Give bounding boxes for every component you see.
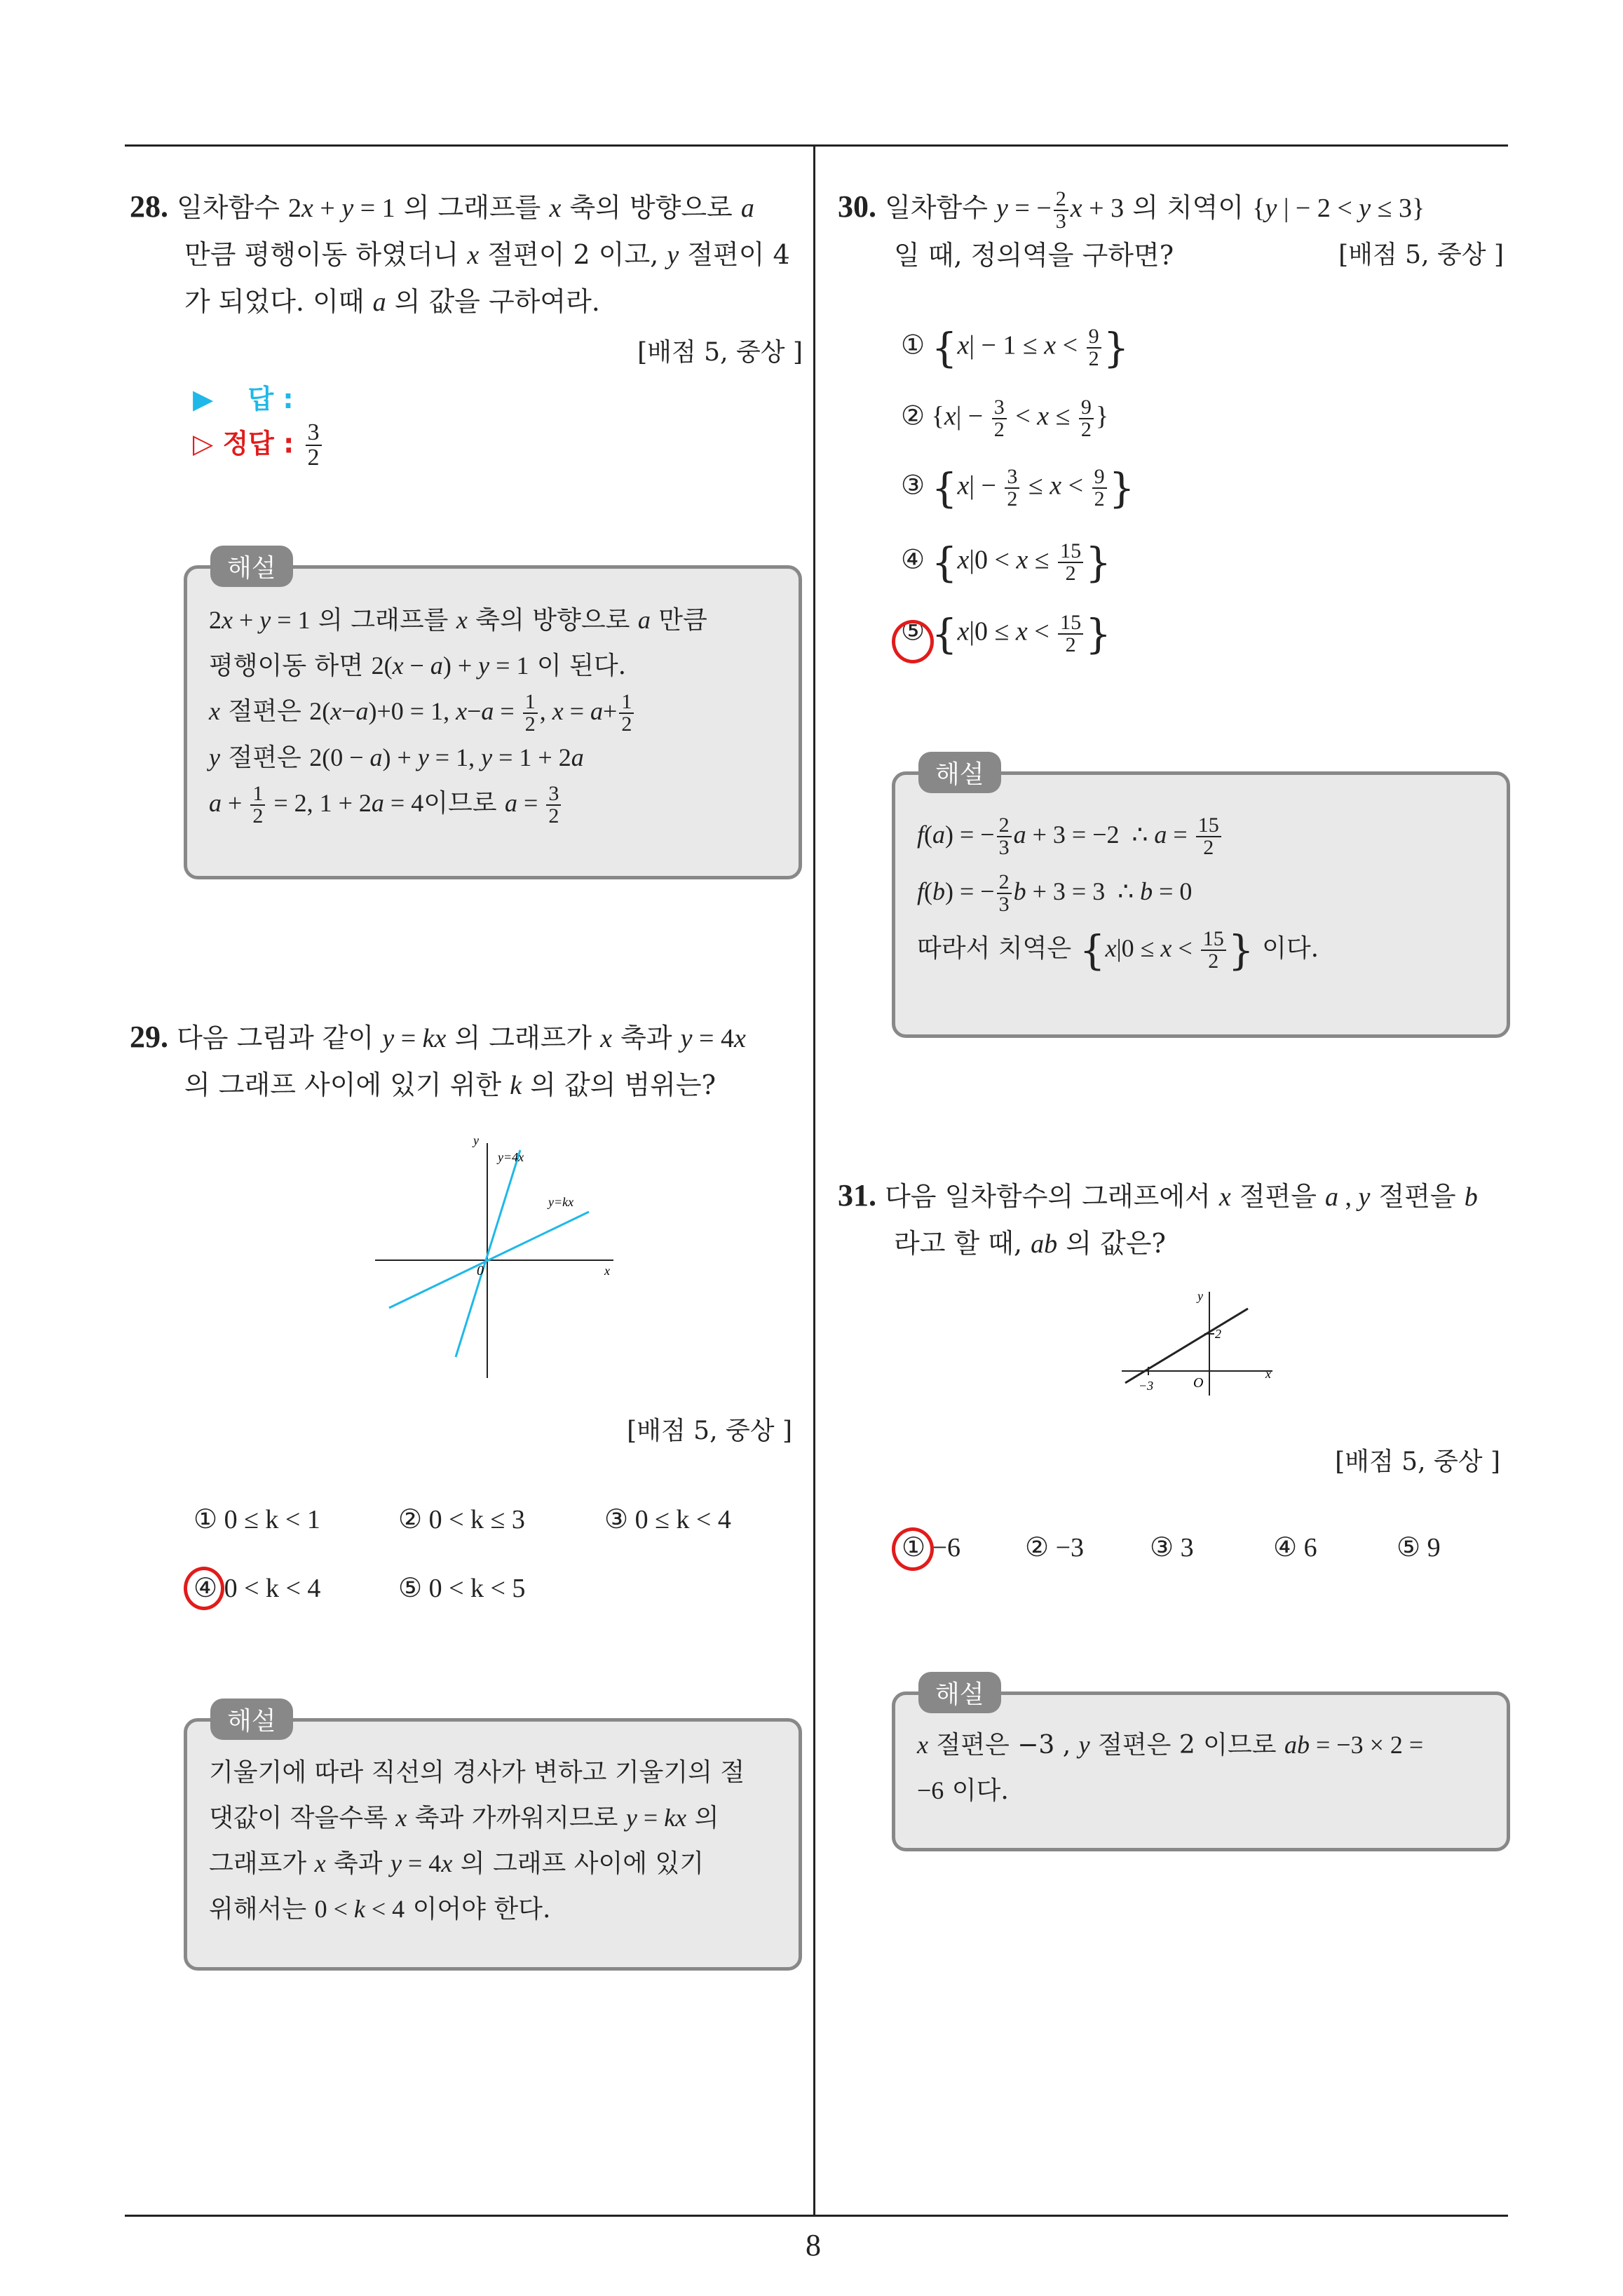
y-intercept-label: 2	[1215, 1327, 1221, 1341]
q29-selected-circle	[184, 1567, 224, 1610]
q29-line1-a: 다음 그림과 같이	[177, 1022, 374, 1053]
q31-option-5[interactable]: ⑤ 9	[1397, 1533, 1441, 1562]
points-label: [배점 5, 중상 ]	[1338, 240, 1504, 269]
solution-tag-31: 해설	[918, 1672, 1001, 1713]
label-y-kx: y=kx	[548, 1195, 574, 1209]
solution-tag-30: 해설	[918, 752, 1001, 793]
q31-line1-b: 절편을	[1239, 1181, 1317, 1212]
question-number: 28.	[130, 189, 168, 224]
q31-selected-circle	[892, 1527, 934, 1571]
q29-option-3[interactable]: ③ 0 ≤ k < 4	[604, 1505, 731, 1534]
question-29: 29. 다음 그림과 같이 y = kx 의 그래프가 x 축과 y = 4x 의 그래프 사이에 있기 위한 k 의 값의 범위는?	[130, 1020, 746, 1100]
q31-option-3[interactable]: ③ 3	[1150, 1533, 1194, 1562]
q29-line2-a: 의 그래프 사이에 있기 위한	[184, 1069, 502, 1100]
column-divider	[813, 144, 815, 2216]
question-number: 31.	[838, 1178, 876, 1213]
top-rule	[125, 144, 1508, 147]
correct-label: 정답 :	[222, 428, 294, 459]
correct-answer-row	[193, 421, 324, 470]
q28-line1-a: 일차함수	[177, 192, 280, 223]
points-label: [배점 5, 중상 ]	[637, 338, 803, 367]
outline-play-icon: ▷	[193, 428, 214, 459]
bottom-rule	[125, 2215, 1508, 2217]
solution-tag-29: 해설	[210, 1699, 293, 1740]
q30-selected-circle	[892, 620, 934, 663]
x-axis-label: x	[1265, 1367, 1271, 1381]
q30-option-5[interactable]: ⑤ {x|0 ≤ x < $\frac{15}{2}$ }	[901, 610, 1112, 658]
question-28: 28. 일차함수 2x + y = 1 의 그래프를 x 축의 방향으로 a 만큼 평행이동 하였더니 x 절편이 2 이고, y 절편이 4 가 되었다. 이때 a 의 값을 구하여라. [배점 5, 중상 ]	[130, 189, 803, 367]
q29-line1-b: 의 그래프가	[454, 1022, 592, 1053]
question-number: 29.	[130, 1020, 168, 1054]
solution-28: 2x + y = 1 의 그래프를 x 축의 방향으로 a 만큼 평행이동 하면 2(x − a) + y = 1 이 된다. x 절편은 2(x−a)+0 = 1, x−a = $\frac{1}{2}$ , x = a+ $\frac{1}{2}$ y 절편은 2(0 − a) + y = 1, y = 1 + 2a a + $\frac{1}{2}$ = 2, 1 + 2a = 4이므로 a = $\frac{3}{2}$	[209, 606, 707, 828]
y-axis-label: y	[473, 1133, 479, 1147]
play-icon: ▶	[193, 384, 214, 414]
q31-line1-a: 다음 일차함수의 그래프에서	[885, 1181, 1211, 1212]
solution-tag-28: 해설	[210, 546, 293, 587]
q28-line3-a: 가 되었다. 이때	[184, 286, 365, 317]
q29-option-4[interactable]: ④ 0 < k < 4	[193, 1574, 321, 1603]
points-label: [배점 5, 중상 ]	[1335, 1447, 1500, 1476]
answer-row	[193, 377, 294, 416]
q31-option-1[interactable]: ① −6	[902, 1533, 960, 1562]
q30-option-2[interactable]: ② {x| − $\frac{3}{2}$ < x ≤ $\frac{9}{2}$ }	[901, 396, 1109, 441]
q31-line2-b: 의 값은?	[1066, 1228, 1166, 1259]
q31-line2-a: 라고 할 때,	[894, 1228, 1023, 1259]
q28-line3-b: 의 값을 구하여라.	[394, 286, 600, 317]
graph-31	[1115, 1283, 1283, 1403]
solution-31: x 절편은 −3 , y 절편은 2 이므로 ab = −3 × 2 = −6 이다.	[917, 1731, 1424, 1805]
q28-line2-c: 절편이 4	[687, 239, 790, 270]
answer-label: 답 :	[247, 384, 294, 414]
question-31: 31. 다음 일차함수의 그래프에서 x 절편을 a , y 절편을 b 라고 할 때, ab 의 값은?	[838, 1178, 1478, 1259]
q30-option-4[interactable]: ④ {x|0 < x ≤ $\frac{15}{2}$ }	[901, 539, 1112, 586]
q28-line1-c: 축의 방향으로	[569, 192, 733, 223]
q30-line2-a: 일 때, 정의역을 구하면?	[894, 239, 1174, 271]
q30-option-3[interactable]: ③ {x| − $\frac{3}{2}$ ≤ x < $\frac{9}{2}$ }	[901, 464, 1135, 512]
question-30: 30. 일차함수 y = − $\frac{2}{3}$ x + 3 의 치역이 {y | − 2 < y ≤ 3} 일 때, 정의역을 구하면? [배점 5, 중상 ]	[838, 184, 1511, 278]
q29-option-1[interactable]: ① 0 ≤ k < 1	[193, 1505, 320, 1534]
x-intercept-label: −3	[1139, 1379, 1154, 1393]
page-number: 8	[806, 2228, 821, 2262]
q29-option-2[interactable]: ② 0 < k ≤ 3	[398, 1505, 525, 1534]
q29-line2-b: 의 값의 범위는?	[530, 1069, 716, 1100]
q31-option-2[interactable]: ② −3	[1025, 1533, 1084, 1562]
y-axis-label: y	[1197, 1289, 1203, 1303]
q31-option-4[interactable]: ④ 6	[1273, 1533, 1317, 1562]
q30-line1-a: 일차함수	[885, 192, 988, 223]
q29-option-5[interactable]: ⑤ 0 < k < 5	[398, 1574, 526, 1603]
x-axis-label: x	[604, 1264, 610, 1278]
q28-line2-b: 절편이 2 이고,	[487, 239, 659, 270]
label-y-4x: y=4x	[498, 1150, 524, 1164]
q31-line1-c: 절편을	[1378, 1181, 1456, 1212]
q28-line2-a: 만큼 평행이동 하였더니	[184, 239, 459, 270]
question-number: 30.	[838, 189, 876, 224]
origin-label: O	[1193, 1375, 1204, 1391]
q29-line1-c: 축과	[620, 1022, 672, 1053]
graph-line	[1125, 1309, 1248, 1383]
solution-29: 기울기에 따라 직선의 경사가 변하고 기울기의 절 댓값이 작을수록 x 축과 가까워지므로 y = kx 의 그래프가 x 축과 y = 4x 의 그래프 사이에 있기 위해서는 0 < k < 4 이어야 한다.	[209, 1758, 745, 1924]
correct-answer-fraction: $\frac{3}{2}$	[306, 421, 322, 470]
q28-line1-b: 의 그래프를	[403, 192, 541, 223]
points-label: [배점 5, 중상 ]	[627, 1417, 792, 1445]
solution-30: f(a) = − $\frac{2}{3}$ a + 3 = −2 ∴ a = $\frac{15}{2}$ f(b) = − $\frac{2}{3}$ b + 3 = 3 ∴ b = 0 따라서 치역은 {x|0 ≤ x < $\frac{15}{2}$ } 이다.	[917, 813, 1319, 974]
q30-option-1[interactable]: ① {x| − 1 ≤ x < $\frac{9}{2}$ }	[901, 324, 1129, 372]
origin-label: 0	[477, 1263, 484, 1278]
q30-line1-b: 의 치역이	[1132, 192, 1244, 223]
graph-29	[365, 1129, 631, 1389]
